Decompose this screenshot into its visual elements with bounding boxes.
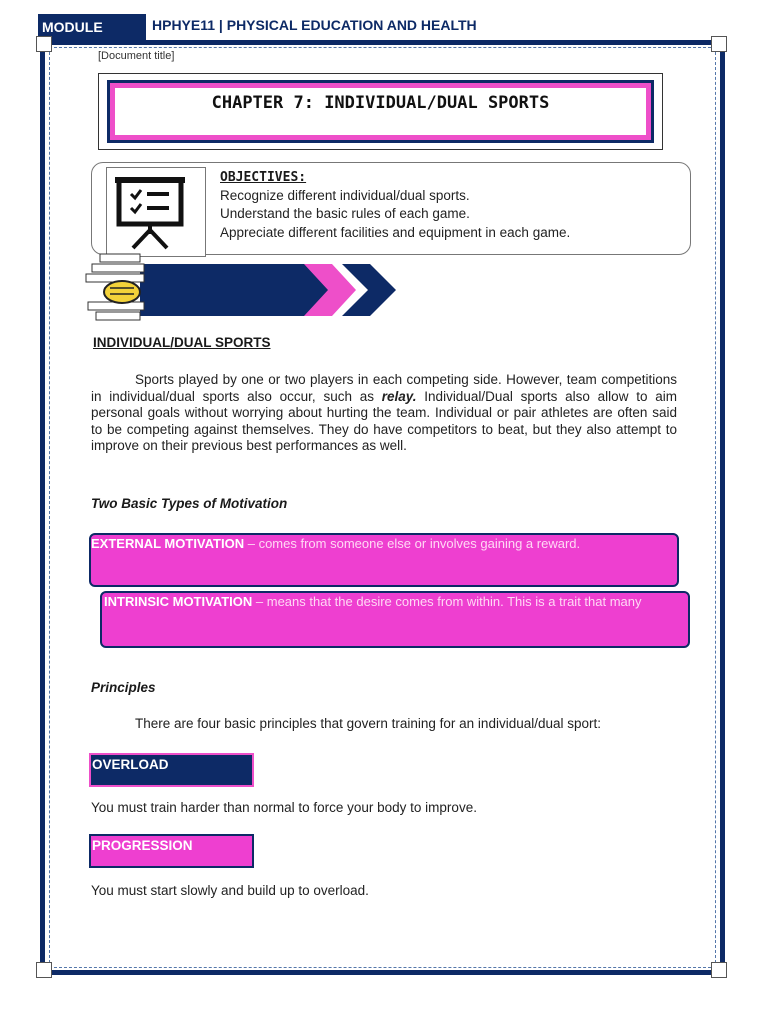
objectives-heading: OBJECTIVES: [220,170,307,185]
principles-intro: There are four basic principles that govern training for an individual/dual sport: [135,716,602,731]
corner-handle-br [711,962,727,978]
presentation-board-icon [106,167,206,257]
chapter-title: CHAPTER 7: INDIVIDUAL/DUAL SPORTS [211,93,550,113]
objective-item: Recognize different individual/dual sports. [220,188,470,203]
motivation-heading: Two Basic Types of Motivation [91,496,288,511]
external-motivation-box: EXTERNAL MOTIVATION – comes from someone else or involves gaining a reward. [89,533,679,587]
objective-item: Appreciate different facilities and equipment in each game. [220,225,571,240]
corner-handle-bl [36,962,52,978]
document-title-placeholder[interactable]: [Document title] [98,50,175,62]
overload-tag: OVERLOAD [89,753,254,787]
corner-handle-tl [36,36,52,52]
overload-description: You must train harder than normal to force your body to improve. [91,800,477,815]
corner-handle-tr [711,36,727,52]
chapter-banner [98,73,663,150]
section-paragraph: Sports played by one or two players in each competing side. However, team competitions in individual/dual sports also occur, such as relay. Individual/Dual sports also allow to aim personal goals without worrying about hurting the team. Individual or pair athletes are often said to be competing against themselves. They do have competitors to beat, but they also attempt to improve on their previous best performances as well. [91,372,677,453]
arrow-banner [82,250,402,330]
intrinsic-motivation-box: INTRINSIC MOTIVATION – means that the desire comes from within. This is a trait that many [100,591,690,648]
section-heading: INDIVIDUAL/DUAL SPORTS [93,335,271,350]
objective-item: Understand the basic rules of each game. [220,206,470,221]
lightbulb-icon [86,254,144,320]
module-label: MODULE [38,14,146,40]
progression-description: You must start slowly and build up to overload. [91,883,369,898]
progression-tag: PROGRESSION [89,834,254,868]
principles-heading: Principles [91,680,156,695]
course-title: HPHYE11 | PHYSICAL EDUCATION AND HEALTH [152,17,477,33]
